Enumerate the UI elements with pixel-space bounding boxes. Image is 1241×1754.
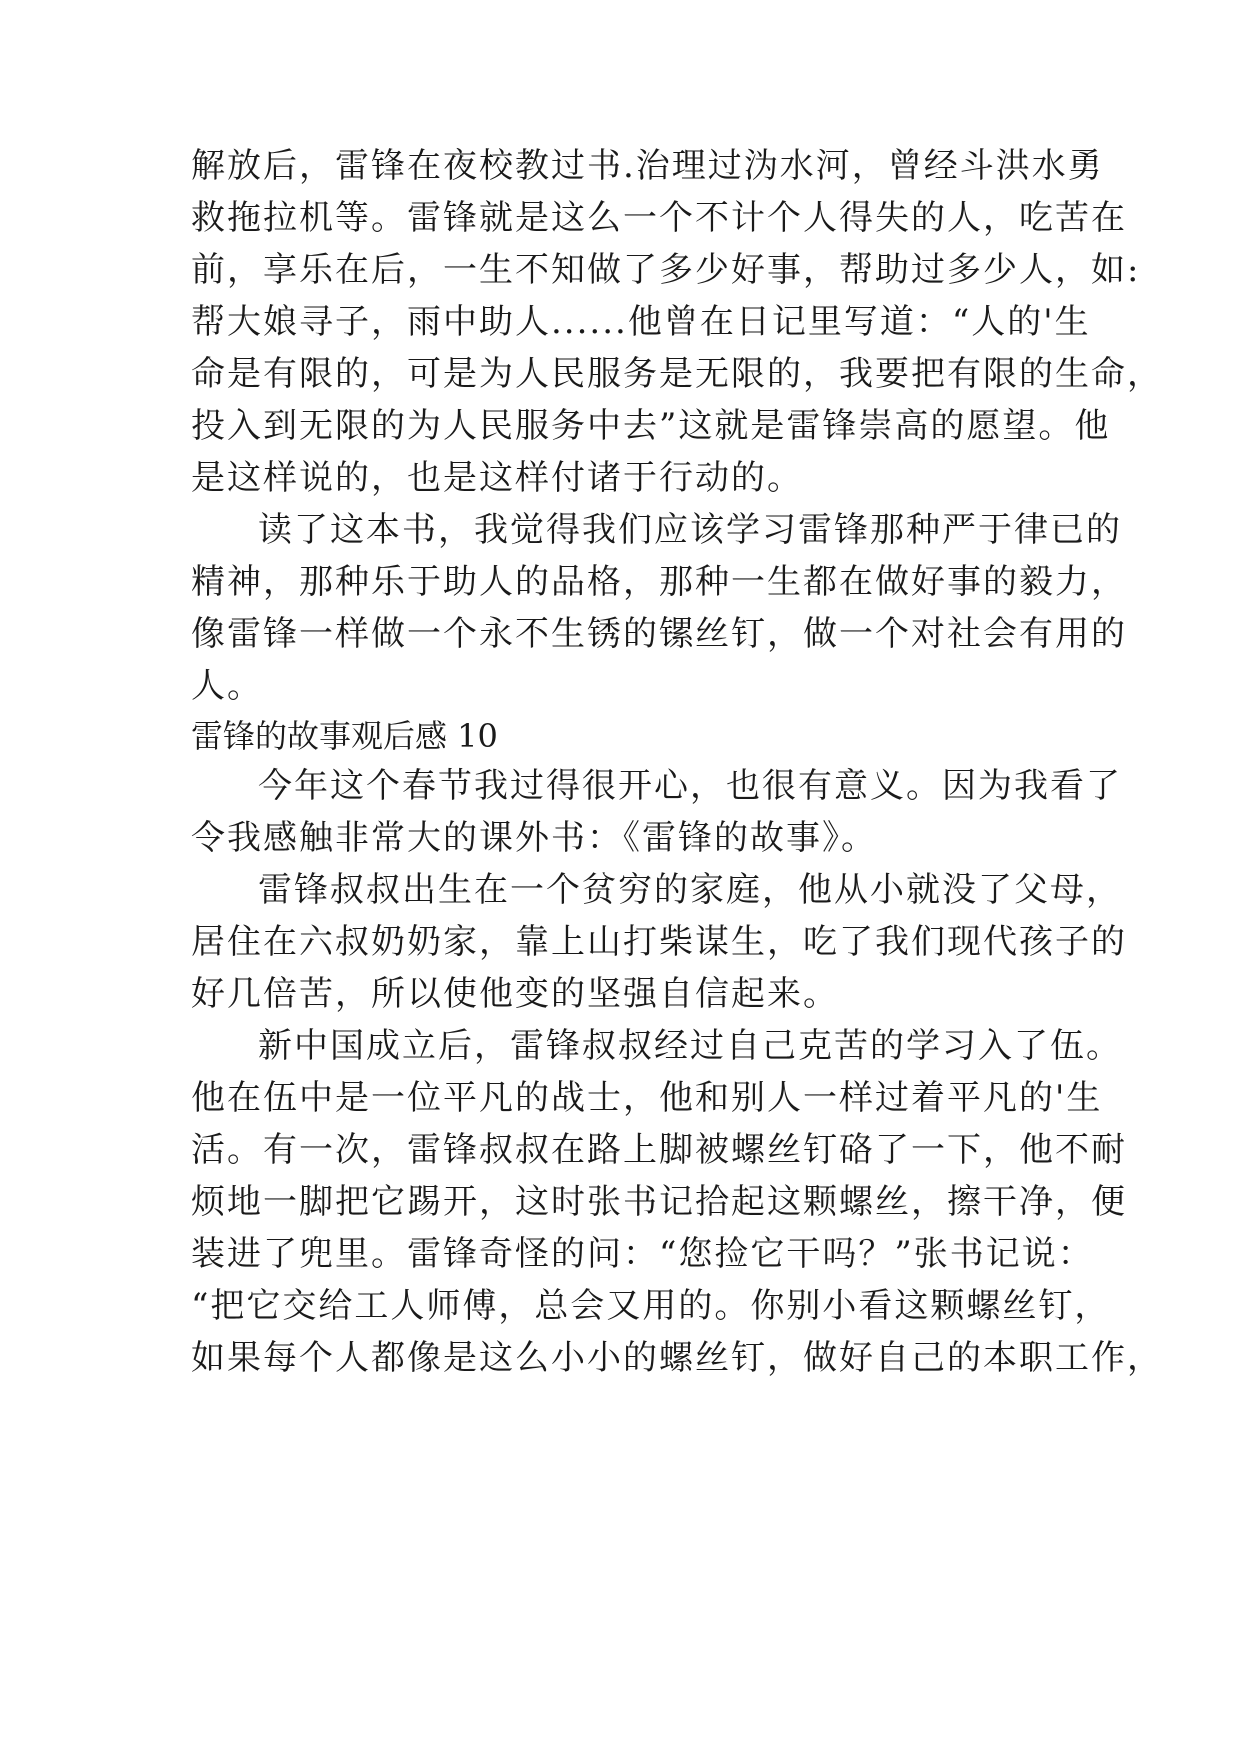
text-line: 令我感触非常大的课外书：《雷锋的故事》。 (191, 818, 877, 858)
text-line: 精神，那种乐于助人的品格，那种一生都在做好事的毅力， (191, 562, 1127, 602)
text-line: 投入到无限的为人民服务中去”这就是雷锋崇高的愿望。他 (191, 406, 1111, 446)
text-line: 帮大娘寻子，雨中助人......他曾在日记里写道：“人的'生 (191, 302, 1091, 342)
text-line: “把它交给工人师傅，总会又用的。你别小看这颗螺丝钉， (191, 1286, 1111, 1326)
paragraph-start-line: 新中国成立后，雷锋叔叔经过自己克苦的学习入了伍。 (258, 1026, 1122, 1066)
paragraph-start-line: 读了这本书，我觉得我们应该学习雷锋那种严于律已的 (258, 510, 1122, 550)
text-line: 烦地一脚把它踢开，这时张书记拾起这颗螺丝，擦干净，便 (191, 1182, 1127, 1222)
text-line: 好几倍苦，所以使他变的坚强自信起来。 (191, 974, 839, 1014)
text-line: 居住在六叔奶奶家，靠上山打柴谋生，吃了我们现代孩子的 (191, 922, 1127, 962)
paragraph-start-line: 雷锋叔叔出生在一个贫穷的家庭，他从小就没了父母， (258, 870, 1122, 910)
text-line: 命是有限的，可是为人民服务是无限的，我要把有限的生命， (191, 354, 1163, 394)
text-line: 他在伍中是一位平凡的战士，他和别人一样过着平凡的'生 (191, 1078, 1103, 1118)
text-line: 解放后，雷锋在夜校教过书.治理过沩水河，曾经斗洪水勇 (191, 146, 1104, 186)
text-line: 人。 (191, 666, 263, 706)
text-line: 救拖拉机等。雷锋就是这么一个不计个人得失的人，吃苦在 (191, 198, 1127, 238)
section-heading: 雷锋的故事观后感 10 (191, 717, 498, 755)
paragraph-start-line: 今年这个春节我过得很开心，也很有意义。因为我看了 (258, 766, 1122, 806)
text-line: 如果每个人都像是这么小小的螺丝钉，做好自己的本职工作， (191, 1338, 1163, 1378)
text-line: 前，享乐在后，一生不知做了多少好事，帮助过多少人，如: (191, 250, 1141, 290)
text-line: 像雷锋一样做一个永不生锈的镙丝钉，做一个对社会有用的 (191, 614, 1127, 654)
text-line: 装进了兜里。雷锋奇怪的问：“您捡它干吗？”张书记说： (191, 1234, 1094, 1274)
text-line: 活。有一次，雷锋叔叔在路上脚被螺丝钉硌了一下，他不耐 (191, 1130, 1127, 1170)
text-line: 是这样说的，也是这样付诸于行动的。 (191, 458, 803, 498)
